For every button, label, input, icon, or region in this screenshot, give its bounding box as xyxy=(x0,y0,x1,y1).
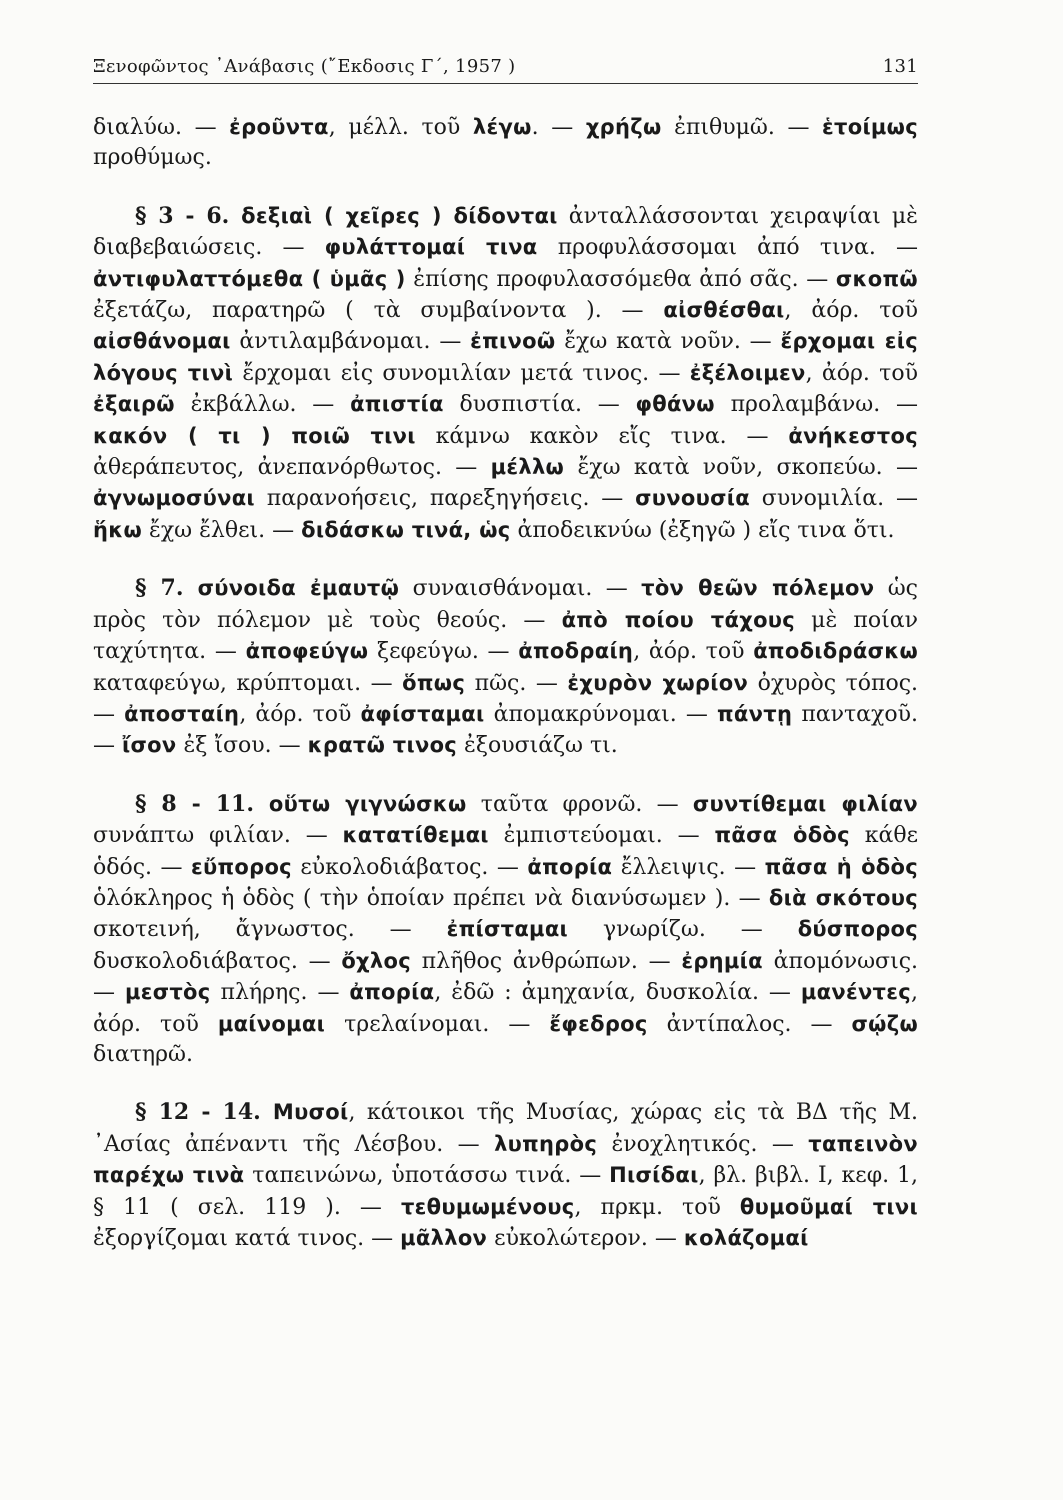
headword: ταπεινὸν παρέχω τινὰ xyxy=(93,1131,918,1188)
definition-text: ἐξετάζω, παρατηρῶ ( τὰ συμβαίνοντα ). — xyxy=(93,298,664,324)
headword: πᾶσα ὁδὸς xyxy=(714,823,850,848)
definition-text: ξεφεύγω. — xyxy=(368,639,519,665)
headword: μαίνομαι xyxy=(217,1011,326,1036)
glossary-paragraph xyxy=(93,201,918,546)
headword: ἐρημία xyxy=(681,948,763,973)
headword: οὕτω γιγνώσκω xyxy=(268,791,467,816)
definition-text: εὐκολοδιάβατος. — xyxy=(291,854,528,880)
definition-text: , κάτοικοι τῆς Μυσίας, χώρας εἰς τὰ ΒΔ τῆς Μ. ᾿Ασίας ἀπέναντι τῆς Λέσβου. — xyxy=(93,1100,918,1157)
headword: ἐπινοῶ xyxy=(470,329,556,354)
definition-text: ἀνταλλάσσονται χειραψίαι μὲ διαβεβαιώσεις. — xyxy=(93,203,918,261)
headword: χρήζω xyxy=(585,115,662,139)
definition-text: ἐπιθυμῶ. — xyxy=(661,115,823,140)
headword: διὰ σκότους xyxy=(768,885,918,910)
definition-text: ἀπομακρύνομαι. — xyxy=(484,701,717,727)
definition-text: γνωρίζω. — xyxy=(568,917,798,943)
definition-text: ἀντιλαμβάνομαι. — xyxy=(230,329,471,355)
headword: συνουσία xyxy=(635,486,750,511)
definition-text: ἔχω κατὰ νοῦν, σκοπεύω. — xyxy=(564,455,918,481)
definition-text: . — xyxy=(531,115,586,140)
definition-text: σκοτεινή, ἄγνωστος. — xyxy=(93,917,447,943)
headword: ἔρχομαι εἰς λόγους τινὶ xyxy=(93,329,918,385)
definition-text: ἐξ ἴσου. — xyxy=(176,733,308,759)
definition-text: συνομιλία. — xyxy=(749,486,918,512)
headword: αἰσθάνομαι xyxy=(93,329,231,354)
headword: μέλλω xyxy=(490,455,565,480)
header-title: Ξενοφῶντος ᾿Ανάβασις (῎Εκδοσις Γ΄, 1957 ) xyxy=(93,56,516,77)
definition-text: προθύμως. xyxy=(93,145,212,171)
headword: αἰσθέσθαι xyxy=(663,298,785,323)
definition-text: ἔχω ἔλθει. — xyxy=(142,517,302,543)
headword: τεθυμωμένους xyxy=(400,1194,575,1219)
definition-text: ἐνοχλητικός. — xyxy=(597,1131,809,1157)
definition-text: ἔλλειψις. — xyxy=(612,854,765,880)
glossary-paragraph xyxy=(93,112,918,174)
definition-text: προφυλάσσομαι ἀπό τινα. — xyxy=(537,235,918,261)
headword: ἀποφεύγω xyxy=(245,639,369,664)
definition-text: , μέλλ. τοῦ xyxy=(328,115,473,140)
section-marker: § 8 - 11. xyxy=(135,790,269,817)
definition-text: ὁλόκληρος ἡ ὁδὸς ( τὴν ὁποίαν πρέπει νὰ διανύσωμεν ). — xyxy=(93,885,769,911)
definition-text: ἀντίπαλος. — xyxy=(647,1011,852,1037)
headword: Μυσοί xyxy=(272,1100,349,1125)
headword: διδάσκω τινά, ὡς xyxy=(301,517,511,542)
headword: ἥκω xyxy=(93,517,143,542)
headword: τὸν θεῶν πόλεμον xyxy=(641,576,875,601)
headword: εὔπορος xyxy=(191,854,292,879)
definition-text: συναισθάνομαι. — xyxy=(399,576,642,602)
headword: λέγω xyxy=(472,115,532,139)
definition-text: ταπεινώνω, ὑποτάσσω τινά. — xyxy=(244,1163,610,1189)
definition-text: ὀχυρὸς τόπος. — xyxy=(93,670,919,727)
definition-text: ταῦτα φρονῶ. — xyxy=(466,791,693,817)
page-number: 131 xyxy=(882,56,918,77)
definition-text: ἔχω κατὰ νοῦν. — xyxy=(555,329,781,355)
headword: δεξιαὶ ( χεῖρες ) δίδονται xyxy=(241,203,558,228)
headword: ἀποδιδράσκω xyxy=(753,639,918,664)
definition-text: δυσκολοδιάβατος. — xyxy=(93,948,342,974)
definition-text: , ἀόρ. τοῦ xyxy=(93,980,918,1037)
definition-text: , ἀόρ. τοῦ xyxy=(633,639,754,665)
section-marker: § 7. xyxy=(135,575,198,602)
headword: σῴζω xyxy=(851,1011,918,1036)
definition-text: διατηρῶ. xyxy=(93,1041,193,1067)
definition-text: ἀπομόνωσις. — xyxy=(93,948,919,1006)
section-marker: § 12 - 14. xyxy=(135,1099,273,1126)
definition-text: πανταχοῦ. — xyxy=(93,701,918,759)
headword: ἀπὸ ποίου τάχους xyxy=(561,607,796,632)
glossary-paragraph xyxy=(93,573,918,761)
definition-text: ἐξουσιάζω τι. xyxy=(457,733,618,759)
headword: πᾶσα ἡ ὁδὸς xyxy=(764,854,918,879)
headword: ἐξέλοιμεν xyxy=(689,360,806,385)
headword: ὅπως xyxy=(402,670,466,695)
headword: ἴσον xyxy=(122,733,177,758)
headword: συντίθεμαι φιλίαν xyxy=(692,791,918,816)
headword: μανέντες xyxy=(800,980,911,1005)
headword: ἀπορία xyxy=(527,854,613,879)
headword: ἐπίσταμαι xyxy=(446,917,569,942)
headword: πάντῃ xyxy=(717,701,793,726)
glossary-paragraph xyxy=(93,789,918,1071)
headword: ἀντιφυλαττόμεθα ( ὑμᾶς ) xyxy=(93,266,406,291)
definition-text: , ἐδῶ : ἀμηχανία, δυσκολία. — xyxy=(434,980,801,1006)
definition-text: , ἀόρ. τοῦ xyxy=(239,701,361,727)
book-page xyxy=(93,56,918,1281)
definition-text: διαλύω. — xyxy=(93,115,230,140)
definition-text: κάμνω κακὸν εἴς τινα. — xyxy=(415,423,789,449)
headword: φυλάττομαί τινα xyxy=(324,235,538,260)
headword: κατατίθεμαι xyxy=(342,823,489,848)
headword: ἀποδραίη xyxy=(518,639,634,664)
definition-text: συνάπτω φιλίαν. — xyxy=(93,823,343,849)
headword: ἀπιστία xyxy=(350,392,444,417)
headword: κρατῶ τινος xyxy=(307,733,458,758)
headword: ἀγνωμοσύναι xyxy=(93,486,255,511)
headword: ἀποσταίη xyxy=(124,701,240,726)
running-header xyxy=(93,56,918,84)
headword: κακόν ( τι ) ποιῶ τινι xyxy=(93,423,416,448)
definition-text: κάθε ὁδός. — xyxy=(93,823,919,880)
headword: σύνοιδα ἐμαυτῷ xyxy=(197,576,400,601)
glossary-paragraph xyxy=(93,1097,918,1254)
headword: μεστὸς xyxy=(124,980,211,1005)
headword: ὄχλος xyxy=(341,948,411,973)
headword: μᾶλλον xyxy=(400,1226,488,1250)
definition-text: παρανοήσεις, παρεξηγήσεις. — xyxy=(254,486,636,512)
headword: ἐχυρὸν χωρίον xyxy=(567,670,749,695)
definition-text: δυσπιστία. — xyxy=(443,392,636,418)
definition-text: ἐκβάλλω. — xyxy=(174,392,351,418)
headword: Πισίδαι xyxy=(609,1163,699,1188)
definition-text: ἔρχομαι εἰς συνομιλίαν μετά τινος. — xyxy=(233,360,690,386)
definition-text: τρελαίνομαι. — xyxy=(325,1011,550,1037)
headword: σκοπῶ xyxy=(835,266,918,291)
headword: ἀπορία xyxy=(349,980,435,1005)
headword: ἐξαιρῶ xyxy=(93,392,175,417)
headword: δύσπορος xyxy=(797,917,918,942)
definition-text: ἐμπιστεύομαι. — xyxy=(488,823,715,849)
headword: ἑτοίμως xyxy=(822,115,918,139)
headword: φθάνω xyxy=(635,392,715,417)
definition-text: προλαμβάνω. — xyxy=(714,392,918,418)
definition-text: εὐκολώτερον. — xyxy=(487,1226,684,1251)
definition-text: πλήρης. — xyxy=(210,980,350,1006)
definition-text: , πρκμ. τοῦ xyxy=(574,1194,740,1220)
definition-text: ἐπίσης προφυλασσόμεθα ἀπό σᾶς. — xyxy=(405,266,836,292)
headword: ἐροῦντα xyxy=(229,115,329,139)
definition-text: πλῆθος ἀνθρώπων. — xyxy=(410,948,682,974)
definition-text: , ἀόρ. τοῦ xyxy=(784,298,918,324)
definition-text: ἀθεράπευτος, ἀνεπανόρθωτος. — xyxy=(93,455,491,481)
headword: ἀνήκεστος xyxy=(788,423,918,448)
definition-text: ὡς πρὸς τὸν πόλεμον μὲ τοὺς θεούς. — xyxy=(93,576,918,633)
headword: λυπηρὸς xyxy=(494,1131,598,1156)
headword: θυμοῦμαί τινι xyxy=(739,1194,918,1219)
definition-text: ἀποδεικνύω (ἐξηγῶ ) εἴς τινα ὅτι. xyxy=(510,517,895,543)
definition-text: ἐξοργίζομαι κατά τινος. — xyxy=(93,1226,401,1251)
headword: κολάζομαί xyxy=(683,1226,809,1250)
headword: ἔφεδρος xyxy=(549,1011,648,1036)
glossary-body xyxy=(93,112,918,1254)
headword: ἀφίσταμαι xyxy=(360,701,485,726)
definition-text: , βλ. βιβλ. Ι, κεφ. 1, § 11 ( σελ. 119 ). — xyxy=(93,1163,918,1220)
section-marker: § 3 - 6. xyxy=(135,202,242,229)
definition-text: πῶς. — xyxy=(465,670,568,696)
definition-text: μὲ ποίαν ταχύτητα. — xyxy=(93,607,918,665)
definition-text: καταφεύγω, κρύπτομαι. — xyxy=(93,670,403,696)
definition-text: , ἀόρ. τοῦ xyxy=(805,360,918,386)
